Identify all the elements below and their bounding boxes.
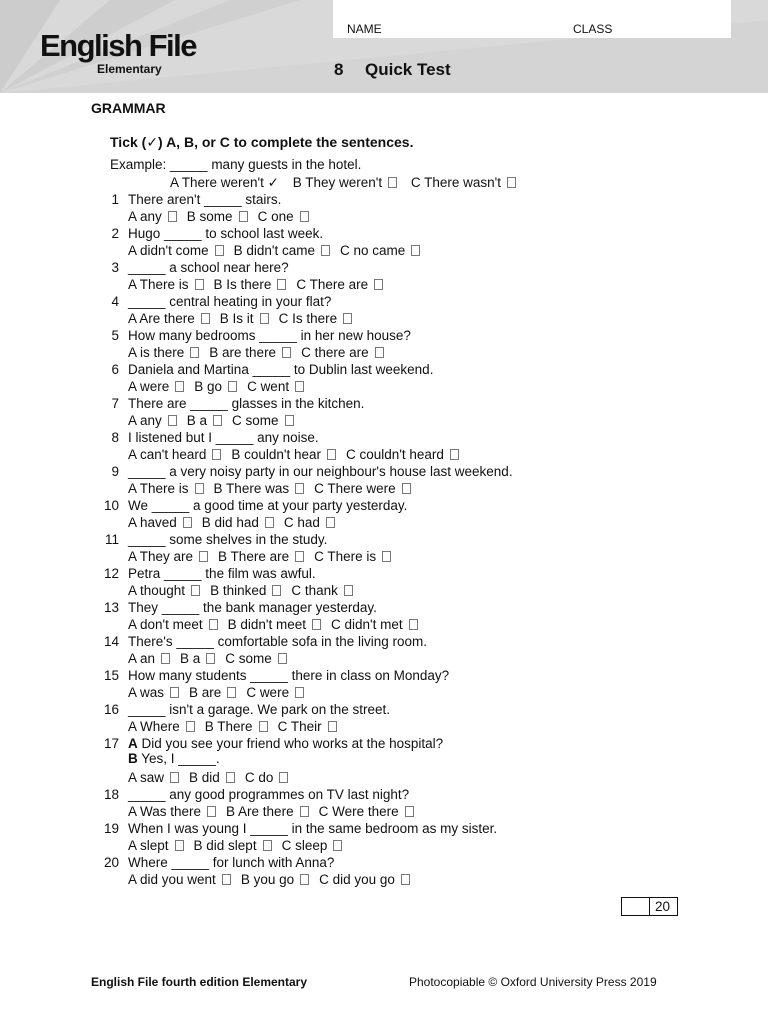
question-item (0, 294, 768, 328)
question-text: Hugo _____ to school last week. (128, 226, 324, 241)
question-text: Daniela and Martina _____ to Dublin last weekend. (128, 362, 434, 377)
answer-options (128, 413, 304, 428)
question-text: _____ some shelves in the study. (128, 532, 328, 547)
question-number: 11 (104, 532, 119, 547)
checkbox[interactable] (405, 806, 414, 817)
answer-option-a: A did you went (128, 872, 231, 887)
answer-options (128, 685, 314, 700)
question-number: 15 (103, 668, 119, 683)
checkbox[interactable] (278, 653, 287, 664)
checkbox[interactable] (199, 551, 208, 562)
checkbox[interactable] (206, 653, 215, 664)
answer-option-a: A is there (128, 345, 199, 360)
example-option-c: C There wasn't (411, 175, 516, 190)
logo-subtitle: Elementary (97, 62, 162, 76)
question-text: _____ a very noisy party in our neighbour's house last weekend. (128, 464, 513, 479)
checkbox[interactable] (265, 517, 274, 528)
checkbox[interactable] (279, 772, 288, 783)
answer-option-b: B thinked (210, 583, 281, 598)
question-text: _____ isn't a garage. We park on the street. (128, 702, 390, 717)
question-item (0, 192, 768, 226)
checkbox[interactable] (295, 483, 304, 494)
checkbox[interactable] (190, 347, 199, 358)
answer-option-a: A thought (128, 583, 200, 598)
question-item (0, 430, 768, 464)
answer-option-c: C some (225, 651, 287, 666)
question-number: 8 (111, 430, 119, 445)
checkbox[interactable] (213, 415, 222, 426)
answer-option-c: C thank (291, 583, 353, 598)
answer-option-a: A Was there (128, 804, 216, 819)
footer-copyright: Photocopiable © Oxford University Press 2019 (409, 975, 657, 989)
question-number: 7 (111, 396, 119, 411)
answer-options (128, 243, 430, 258)
test-number: 8 (334, 60, 344, 79)
example-option-a: A There weren't ✓ (170, 175, 279, 190)
answer-option-c: C Were there (319, 804, 414, 819)
checkbox[interactable] (263, 840, 272, 851)
answer-option-b: B did had (202, 515, 274, 530)
answer-option-b: B did (189, 770, 235, 785)
checkbox[interactable] (295, 381, 304, 392)
question-number: 12 (103, 566, 119, 581)
answer-option-b: B didn't meet (228, 617, 321, 632)
question-item (0, 362, 768, 396)
checkbox[interactable] (161, 653, 170, 664)
question-number: 20 (103, 855, 119, 870)
answer-option-b: B couldn't hear (231, 447, 336, 462)
answer-option-c: C were (246, 685, 304, 700)
example-options (170, 175, 526, 191)
answer-option-c: C went (247, 379, 304, 394)
question-item (0, 736, 768, 785)
answer-option-c: C Is there (279, 311, 353, 326)
checkbox[interactable] (450, 449, 459, 460)
question-number: 2 (111, 226, 119, 241)
answer-option-c: C had (284, 515, 335, 530)
checkbox[interactable] (282, 347, 291, 358)
question-number: 10 (103, 498, 119, 513)
question-text: Petra _____ the film was awful. (128, 566, 316, 581)
answer-option-b: B There was (214, 481, 305, 496)
answer-option-b: B didn't came (234, 243, 330, 258)
answer-options (128, 209, 319, 224)
question-text: _____ any good programmes on TV last night? (128, 787, 410, 802)
question-item (0, 668, 768, 702)
answer-option-c: C There were (314, 481, 411, 496)
question-text: How many bedrooms _____ in her new house? (128, 328, 411, 343)
answer-option-b: B some (187, 209, 248, 224)
answer-option-b: B a (180, 651, 215, 666)
checkbox[interactable] (239, 211, 248, 222)
checkbox[interactable] (382, 551, 391, 562)
example-option-b: B They weren't (293, 175, 397, 190)
checkbox[interactable] (259, 721, 268, 732)
answer-option-b: B Are there (226, 804, 309, 819)
answer-option-a: A They are (128, 549, 208, 564)
checkbox[interactable] (168, 211, 177, 222)
answer-option-a: A Where (128, 719, 195, 734)
answer-option-c: C Their (278, 719, 337, 734)
name-label: NAME (347, 22, 382, 36)
speaker-a: A (128, 736, 138, 751)
checkbox[interactable] (343, 313, 352, 324)
question-item (0, 821, 768, 855)
checkbox[interactable] (201, 313, 210, 324)
answer-option-c: C couldn't heard (346, 447, 459, 462)
checkbox[interactable] (277, 279, 286, 290)
answer-option-b: B you go (241, 872, 309, 887)
checkbox[interactable] (168, 415, 177, 426)
answer-option-c: C There are (296, 277, 383, 292)
answer-option-a: A was (128, 685, 179, 700)
test-title (334, 60, 451, 80)
checkbox[interactable] (209, 619, 218, 630)
checkbox[interactable] (195, 279, 204, 290)
question-number: 14 (103, 634, 119, 649)
question-text: Where _____ for lunch with Anna? (128, 855, 335, 870)
answer-option-b: B There are (218, 549, 304, 564)
answer-option-a: A any (128, 413, 177, 428)
answer-options (128, 379, 314, 394)
answer-option-b: B did slept (194, 838, 272, 853)
answer-option-c: C do (245, 770, 289, 785)
question-item (0, 532, 768, 566)
answer-option-a: A don't meet (128, 617, 218, 632)
answer-option-a: A any (128, 209, 177, 224)
answer-option-c: C There is (314, 549, 391, 564)
answer-option-b: B Is there (214, 277, 287, 292)
answer-option-b: B are (189, 685, 236, 700)
answer-options (128, 311, 362, 326)
question-number: 6 (111, 362, 119, 377)
score-box (621, 897, 678, 916)
answer-options (128, 651, 297, 666)
question-item (0, 855, 768, 889)
question-number: 18 (103, 787, 119, 802)
checkbox[interactable] (300, 211, 309, 222)
answer-options (128, 617, 428, 632)
answer-option-a: A were (128, 379, 184, 394)
answer-options (128, 447, 469, 462)
answer-options (128, 872, 420, 887)
checkbox[interactable] (272, 585, 281, 596)
answer-option-a: A slept (128, 838, 184, 853)
answer-options (128, 583, 363, 598)
answer-option-b: B a (187, 413, 222, 428)
speaker-b: B (128, 751, 138, 766)
checkbox[interactable] (409, 619, 418, 630)
question-text: They _____ the bank manager yesterday. (128, 600, 377, 615)
question-item (0, 226, 768, 260)
score-divider (649, 898, 650, 915)
answer-option-c: C sleep (282, 838, 343, 853)
answer-options (128, 481, 421, 496)
checkbox[interactable] (191, 585, 200, 596)
question-item (0, 702, 768, 736)
footer-edition: English File fourth edition Elementary (91, 975, 308, 989)
question-number: 17 (103, 736, 119, 751)
instruction: Tick (✓) A, B, or C to complete the sentences. (110, 134, 414, 150)
checkbox[interactable] (175, 840, 184, 851)
checkbox[interactable] (195, 483, 204, 494)
name-class-box[interactable] (333, 0, 731, 38)
answer-option-c: C there are (301, 345, 384, 360)
checkbox[interactable] (300, 806, 309, 817)
answer-options (128, 515, 345, 530)
answer-options (128, 549, 401, 564)
checkbox[interactable] (374, 279, 383, 290)
question-number: 1 (111, 192, 119, 207)
test-title-text: Quick Test (365, 60, 451, 79)
checkbox[interactable] (183, 517, 192, 528)
answer-option-a: A Are there (128, 311, 210, 326)
checkbox[interactable] (401, 874, 410, 885)
checkbox[interactable] (170, 687, 179, 698)
answer-option-b: B are there (209, 345, 291, 360)
question-item (0, 566, 768, 600)
answer-option-c: C one (258, 209, 309, 224)
question-text: How many students _____ there in class on Monday? (128, 668, 450, 683)
question-item (0, 328, 768, 362)
checkbox[interactable] (300, 874, 309, 885)
question-text: _____ a school near here? (128, 260, 289, 275)
answer-option-a: A can't heard (128, 447, 221, 462)
question-text (128, 736, 443, 766)
answer-options (128, 838, 352, 853)
answer-options (128, 719, 347, 734)
question-item (0, 396, 768, 430)
answer-option-a: A haved (128, 515, 192, 530)
checkbox[interactable] (402, 483, 411, 494)
checkbox[interactable] (260, 313, 269, 324)
question-text: We _____ a good time at your party yesterday. (128, 498, 408, 513)
answer-option-a: A didn't come (128, 243, 224, 258)
answer-option-a: A There is (128, 277, 204, 292)
question-text-b: Yes, I _____. (141, 751, 220, 766)
checkbox[interactable] (170, 772, 179, 783)
checkbox[interactable] (212, 449, 221, 460)
checkbox[interactable] (321, 245, 330, 256)
section-heading: GRAMMAR (91, 100, 166, 116)
answer-option-a: A an (128, 651, 170, 666)
page-header (0, 0, 768, 93)
checkbox[interactable] (215, 245, 224, 256)
question-number: 3 (111, 260, 119, 275)
question-item (0, 787, 768, 821)
checkbox[interactable] (333, 840, 342, 851)
question-item (0, 600, 768, 634)
checkbox[interactable] (226, 772, 235, 783)
answer-option-c: C did you go (319, 872, 410, 887)
answer-option-a: A saw (128, 770, 179, 785)
answer-option-b: B Is it (220, 311, 269, 326)
checkbox[interactable] (327, 449, 336, 460)
answer-options (128, 804, 424, 819)
answer-option-a: A There is (128, 481, 204, 496)
answer-options (128, 770, 298, 785)
checkbox[interactable] (411, 245, 420, 256)
answer-option-b: B There (205, 719, 268, 734)
question-item (0, 498, 768, 532)
checkbox[interactable] (326, 517, 335, 528)
checkbox[interactable] (388, 177, 397, 188)
question-number: 16 (103, 702, 119, 717)
question-text: There's _____ comfortable sofa in the living room. (128, 634, 427, 649)
question-item (0, 260, 768, 294)
answer-option-c: C no came (340, 243, 420, 258)
checkbox[interactable] (228, 381, 237, 392)
answer-options (128, 345, 394, 360)
checkbox[interactable] (295, 687, 304, 698)
answer-option-b: B go (194, 379, 237, 394)
question-text: There aren't _____ stairs. (128, 192, 282, 207)
checkbox[interactable] (312, 619, 321, 630)
answer-option-c: C some (232, 413, 294, 428)
checkbox[interactable] (227, 687, 236, 698)
checkbox[interactable] (507, 177, 516, 188)
checkbox[interactable] (207, 806, 216, 817)
question-item (0, 634, 768, 668)
question-number: 9 (111, 464, 119, 479)
question-text: When I was young I _____ in the same bedroom as my sister. (128, 821, 498, 836)
question-text: There are _____ glasses in the kitchen. (128, 396, 365, 411)
class-label: CLASS (573, 22, 613, 36)
logo-title: English File (40, 28, 196, 63)
question-number: 4 (111, 294, 119, 309)
checkbox[interactable] (186, 721, 195, 732)
question-text: _____ central heating in your flat? (128, 294, 332, 309)
checkbox[interactable] (222, 874, 231, 885)
question-number: 13 (103, 600, 119, 615)
question-text: I listened but I _____ any noise. (128, 430, 319, 445)
checkbox[interactable] (344, 585, 353, 596)
question-number: 5 (111, 328, 119, 343)
question-number: 19 (103, 821, 119, 836)
checkbox[interactable] (328, 721, 337, 732)
answer-option-c: C didn't met (331, 617, 418, 632)
checkbox[interactable] (295, 551, 304, 562)
checkbox[interactable] (175, 381, 184, 392)
question-item (0, 464, 768, 498)
answer-options (128, 277, 393, 292)
checkbox[interactable] (285, 415, 294, 426)
checkbox[interactable] (375, 347, 384, 358)
question-text-a: Did you see your friend who works at the hospital? (141, 736, 444, 751)
example-question: Example: _____ many guests in the hotel. (110, 157, 362, 172)
score-total: 20 (655, 899, 671, 914)
